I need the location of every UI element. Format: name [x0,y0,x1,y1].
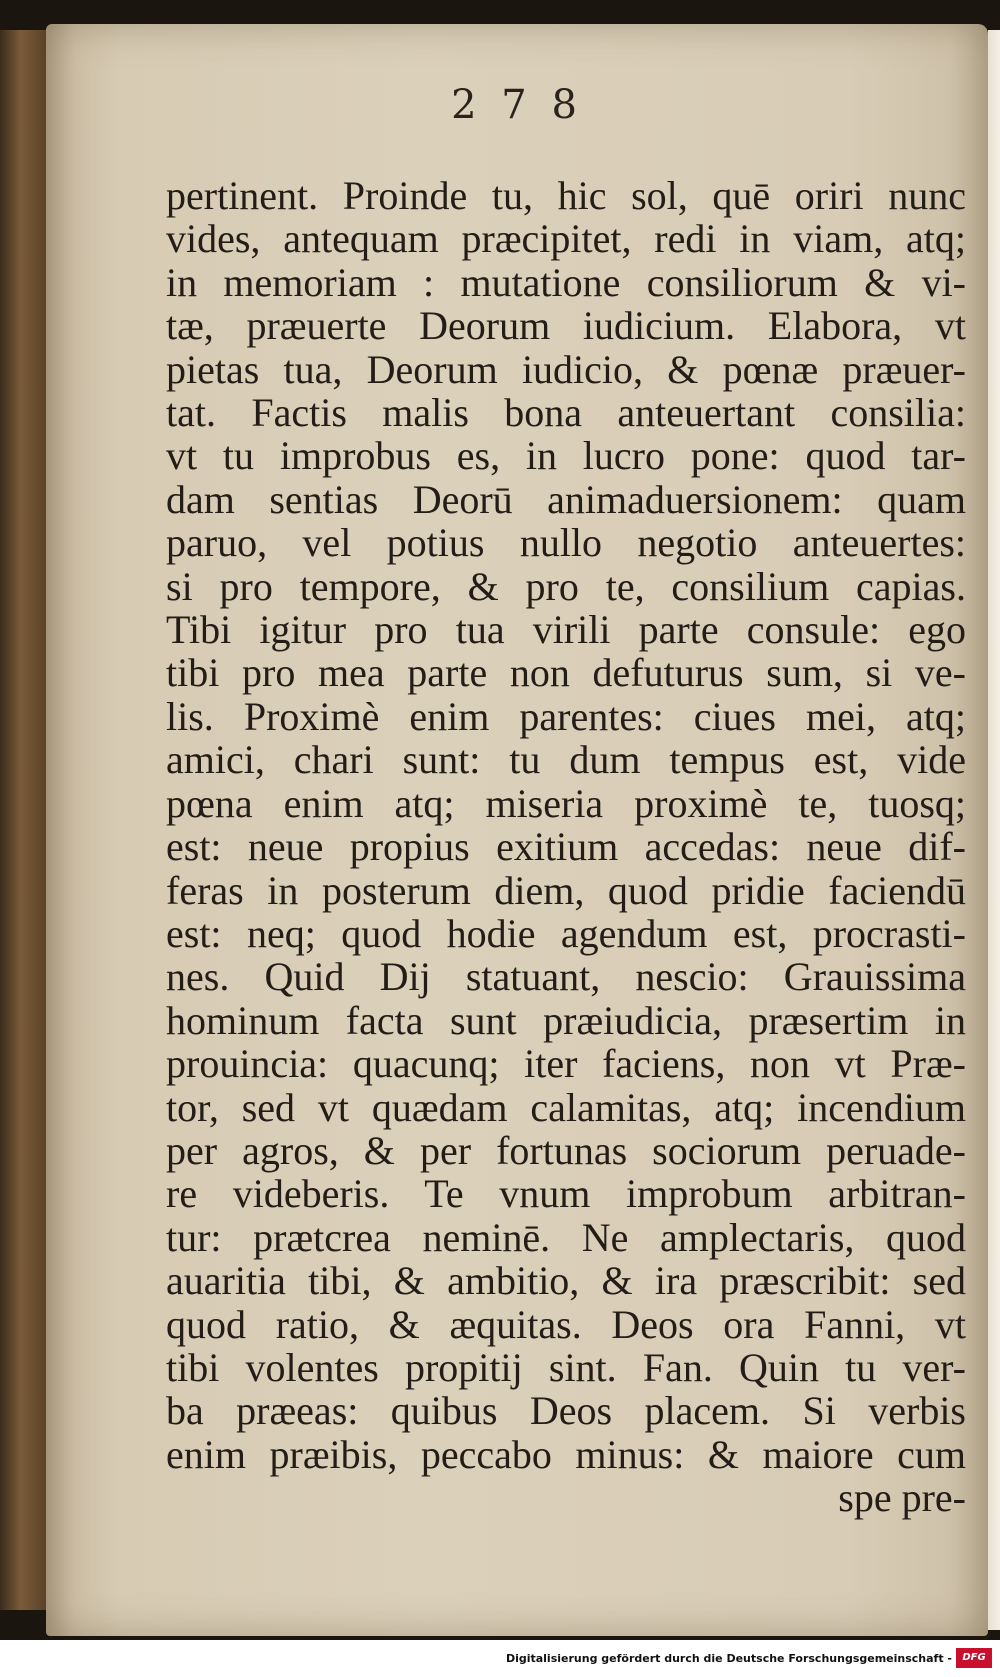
book-binding [0,30,46,1610]
text-line: tur: prætcrea neminē. Ne amplectaris, quod [166,1214,966,1260]
text-line: si pro tempore, & pro te, consilium capias. [166,563,966,609]
funding-credit: Digitalisierung gefördert durch die Deutsche Forschungsgemeinschaft - [505,1652,952,1665]
text-line: in memoriam : mutatione consiliorum & vi- [166,259,966,305]
dfg-logo: DFG [956,1648,992,1668]
page-number: 2 7 8 [451,82,583,128]
text-line: est: neq; quod hodie agendum est, procrasti- [166,910,966,956]
text-line: tat. Factis malis bona anteuertant consilia: [166,390,966,436]
footer-bar [0,1640,1000,1677]
text-line: tæ, præuerte Deorum iudicium. Elabora, vt [166,303,966,349]
text-line: quod ratio, & æquitas. Deos ora Fanni, vt [166,1301,966,1347]
text-line: lis. Proximè enim parentes: ciues mei, atq; [166,693,966,739]
text-line: pœna enim atq; miseria proximè te, tuosq; [166,780,966,826]
text-line: pertinent. Proinde tu, hic sol, quē oriri nunc [166,173,966,218]
text-line: re videberis. Te vnum improbum arbitran- [166,1171,966,1217]
text-line: prouincia: quacunq; iter faciens, non vt Præ- [166,1041,966,1087]
text-line: spe pre- [838,1475,966,1521]
text-line: tibi pro mea parte non defuturus sum, si ve- [166,650,966,696]
text-line: feras in posterum diem, quod pridie faciendū [166,867,966,913]
text-line: tibi volentes propitij sint. Fan. Quin tu ver- [166,1344,966,1390]
text-line: vides, antequam præcipitet, redi in viam, atq; [166,216,966,262]
body-text [166,174,966,1520]
text-line: Tibi igitur pro tua virili parte consule: ego [166,607,966,653]
page-fore-edge [988,30,1000,1630]
text-line: paruo, vel potius nullo negotio anteuertes: [166,520,966,566]
text-line: dam sentias Deorū animaduersionem: quam [166,476,966,522]
text-line: tor, sed vt quædam calamitas, atq; incendium [166,1084,966,1130]
text-line: per agros, & per fortunas sociorum peruade- [166,1127,966,1173]
text-line: ba præeas: quibus Deos placem. Si verbis [166,1388,966,1434]
text-line: amici, chari sunt: tu dum tempus est, vide [166,737,966,783]
paper-page [46,24,988,1636]
text-line: nes. Quid Dij statuant, nescio: Grauissima [166,954,966,1000]
text-line: pietas tua, Deorum iudicio, & pœnæ præuer- [166,346,966,392]
text-line: est: neue propius exitium accedas: neue dif- [166,824,966,870]
text-line: auaritia tibi, & ambitio, & ira præscribit: sed [166,1258,966,1304]
text-line: vt tu improbus es, in lucro pone: quod tar- [166,433,966,479]
text-line: hominum facta sunt præiudicia, præsertim in [166,997,966,1043]
text-line: enim præibis, peccabo minus: & maiore cum [166,1431,966,1477]
